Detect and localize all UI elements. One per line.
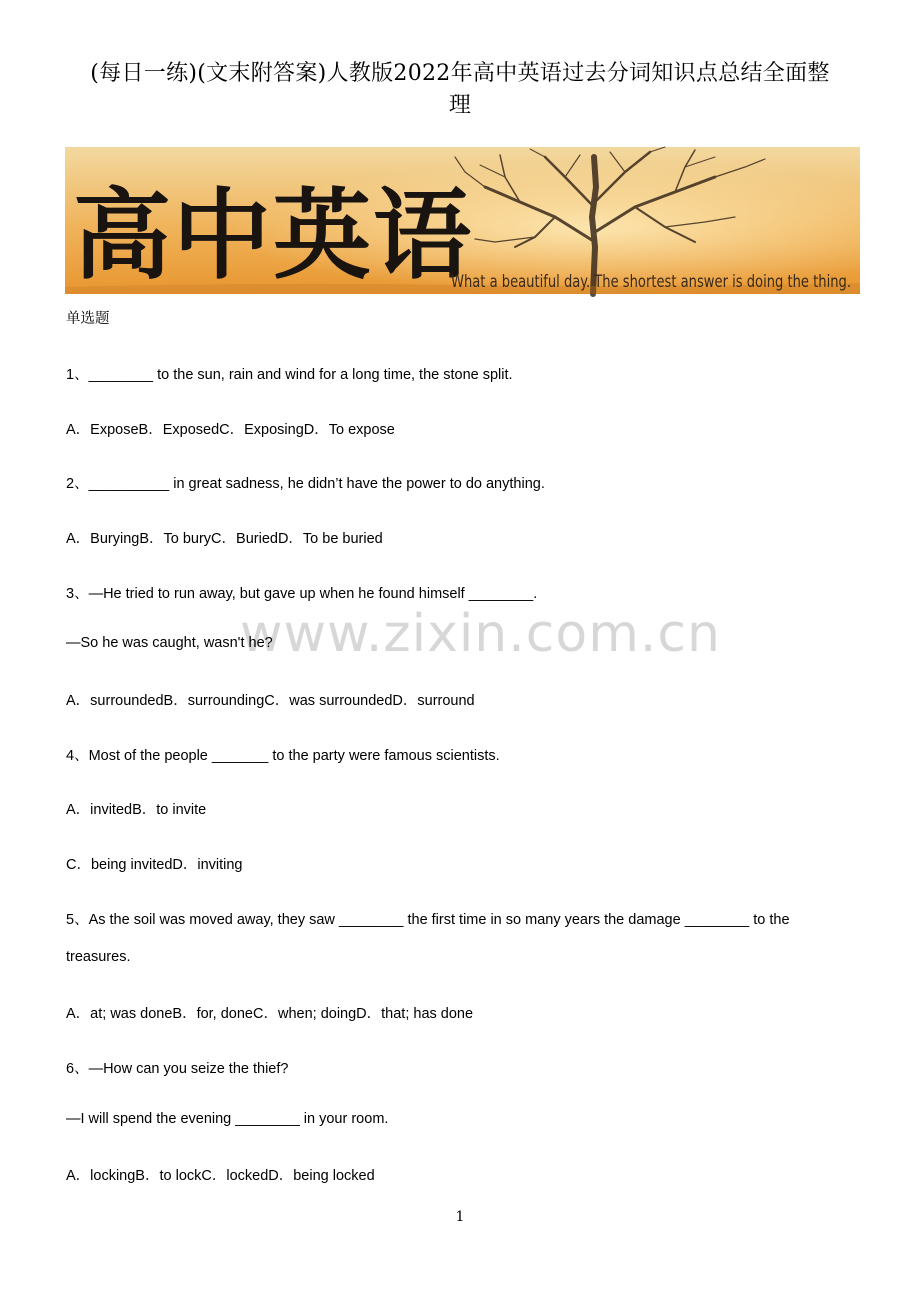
document-title <box>40 58 880 122</box>
question-2-options: A．BuryingB．To buryC．BuriedD．To be buried <box>66 531 383 547</box>
question-5-options: A．at; was doneB．for, doneC．when; doingD．that; has done <box>66 1006 474 1022</box>
question-6-dialogue: —I will spend the evening ________ in your room. <box>66 1111 389 1127</box>
question-2-stem: 2、__________ in great sadness, he didn’t have the power to do anything. <box>66 476 545 492</box>
question-1-options: A．ExposeB．ExposedC．ExposingD．To expose <box>66 422 395 438</box>
question-5-stem: 5、As the soil was moved away, they saw ________ the first time in so many years the damage ________ to the <box>66 912 790 928</box>
question-6-options: A．lockingB．to lockC．lockedD．being locked <box>66 1168 375 1184</box>
watermark: www.zixin.com.cn <box>240 604 721 664</box>
question-1-stem: 1、________ to the sun, rain and wind for a long time, the stone split. <box>66 367 513 383</box>
title-line-1: (每日一练)(文末附答案)人教版2022年高中英语过去分词知识点总结全面整 <box>90 61 830 86</box>
banner-image <box>65 147 860 294</box>
question-4-stem: 4、Most of the people _______ to the party were famous scientists. <box>66 748 500 764</box>
section-label: 单选题 <box>66 311 110 327</box>
banner-english-text: What a beautiful day. The shortest answer is doing the thing. <box>451 272 851 292</box>
banner-chinese-text: 高中英语 <box>73 178 474 293</box>
page-number: 1 <box>455 1209 465 1225</box>
title-line-2: 理 <box>448 93 472 118</box>
question-3-stem: 3、—He tried to run away, but gave up when he found himself ________. <box>66 586 538 602</box>
question-4-options-cd: C．being invitedD．inviting <box>66 857 243 873</box>
question-6-stem: 6、—How can you seize the thief? <box>66 1061 289 1077</box>
question-3-options: A．surroundedB．surroundingC．was surroundedD．surround <box>66 693 475 709</box>
question-4-options-ab: A．invitedB．to invite <box>66 802 207 818</box>
question-5-stem-cont: treasures. <box>66 949 131 965</box>
question-3-dialogue: —So he was caught, wasn't he? <box>66 635 273 651</box>
